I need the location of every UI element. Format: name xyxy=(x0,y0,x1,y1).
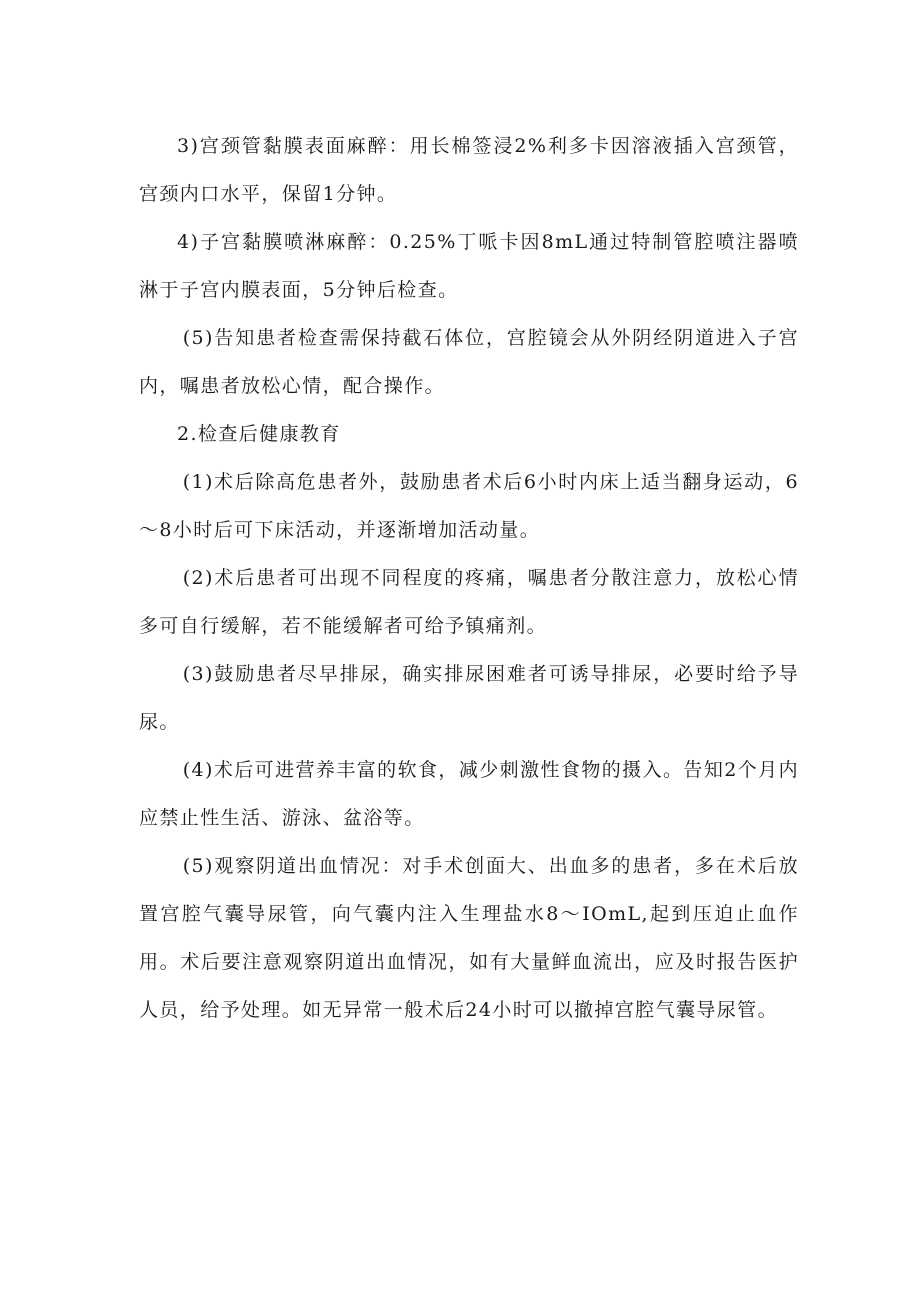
paragraph-inform-patient: (5)告知患者检查需保持截石体位，宫腔镜会从外阴经阴道进入子宫内，嘱患者放松心情，配合操作。 xyxy=(139,327,799,397)
paragraph-post-op-pain: (2)术后患者可出现不同程度的疼痛，嘱患者分散注意力，放松心情多可自行缓解，若不能缓解者可给予镇痛剂。 xyxy=(139,567,799,637)
paragraph-bleeding-observation: (5)观察阴道出血情况：对手术创面大、出血多的患者，多在术后放置宫腔气囊导尿管，向气囊内注入生理盐水8～IOmL,起到压迫止血作用。术后要注意观察阴道出血情况，如有大量鲜血流出，应及时报告医护人员，给予处理。如无异常一般术后24小时可以撤掉宫腔气囊导尿管。 xyxy=(139,855,799,1021)
paragraph-urination: (3)鼓励患者尽早排尿，确实排尿困难者可诱导排尿，必要时给予导尿。 xyxy=(139,663,799,733)
paragraph-post-op-activity: (1)术后除高危患者外，鼓励患者术后6小时内床上适当翻身运动，6～8小时后可下床活动，并逐渐增加活动量。 xyxy=(139,471,799,541)
paragraph-diet: (4)术后可进营养丰富的软食，减少刺激性食物的摄入。告知2个月内应禁止性生活、游泳、盆浴等。 xyxy=(139,759,799,829)
paragraph-cervical-anesthesia: 3)宫颈管黏膜表面麻醉：用长棉签浸2%利多卡因溶液插入宫颈管，宫颈内口水平，保留1分钟。 xyxy=(139,135,799,205)
section-heading-post-exam-education: 2.检查后健康教育 xyxy=(177,423,341,445)
paragraph-uterine-spray-anesthesia: 4)子宫黏膜喷淋麻醉：0.25%丁哌卡因8mL通过特制管腔喷注器喷淋于子宫内膜表面，5分钟后检查。 xyxy=(139,231,799,301)
document-body xyxy=(139,122,799,1034)
